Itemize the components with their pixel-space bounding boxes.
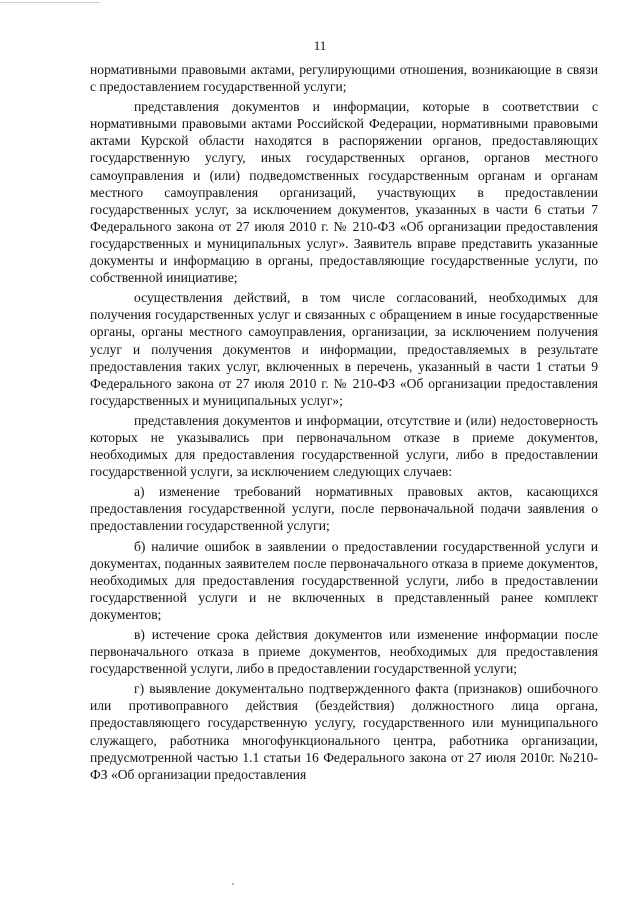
scan-artifact-dot <box>232 883 234 885</box>
page-number: 11 <box>313 38 327 53</box>
paragraph-continuation: нормативными правовыми актами, регулирующими отношения, возникающие в связи с предоставлением государственной услуги; <box>90 62 598 95</box>
paragraph-case-b: б) наличие ошибок в заявлении о предоставлении государственной услуги и документах, поданных заявителем после первоначального отказа в приеме документов, необходимых для предоставления государственной услуги, либо в предоставлении государственной услуги и не включенных в представленный ранее комплект документов; <box>90 538 598 622</box>
document-body <box>90 61 598 783</box>
scan-edge-line <box>0 2 100 3</box>
paragraph-documents-in-possession: представления документов и информации, которые в соответствии с нормативными правовыми актами Российской Федерации, нормативными правовыми актами Курской области находятся в распоряжении органов, предоставляющих государственную услугу, иных государственных органов, органов местного самоуправления и (или) подведомственных государственным органам и органам местного самоуправления организаций, участвующих в предоставлении государственных услуг, за исключением документов, указанных в части 6 статьи 7 Федерального закона от 27 июля 2010 г. № 210-ФЗ «Об организации предоставления государственных и муниципальных услуг». Заявитель вправе представить указанные документы и информацию в органы, предоставляющие государственные услуги, по собственной инициативе; <box>90 99 598 286</box>
paragraph-actions-approvals: осуществления действий, в том числе согласований, необходимых для получения государственных услуг и связанных с обращением в иные государственные органы, органы местного самоуправления, организации, за исключением получения услуг и получения документов и информации, предоставляемых в результате предоставления таких услуг, включенных в перечень, указанный в части 1 статьи 9 Федерального закона от 27 июля 2010 г. № 210-ФЗ «Об организации предоставления государственных и муниципальных услуг»; <box>90 290 598 408</box>
paragraph-case-g: г) выявление документально подтвержденного факта (признаков) ошибочного или противоправного действия (бездействия) должностного лица органа, предоставляющего государственную услугу, государственного или муниципального служащего, работника многофункционального центра, работника организации, предусмотренной частью 1.1 статьи 16 Федерального закона от 27 июля 2010г. №210-ФЗ «Об организации предоставления <box>90 681 598 782</box>
paragraph-case-v: в) истечение срока действия документов или изменение информации после первоначального отказа в приеме документов, необходимых для предоставления государственной услуги, либо в предоставлении государственной услуги; <box>90 627 598 677</box>
paragraph-documents-not-indicated: представления документов и информации, отсутствие и (или) недостоверность которых не указывались при первоначальном отказе в приеме документов, необходимых для предоставления государственной услуги, либо в предоставлении государственной услуги, за исключением следующих случаев: <box>90 412 598 480</box>
paragraph-case-a: а) изменение требований нормативных правовых актов, касающихся предоставления государственной услуги, после первоначальной подачи заявления о предоставлении государственной услуги; <box>90 484 598 534</box>
